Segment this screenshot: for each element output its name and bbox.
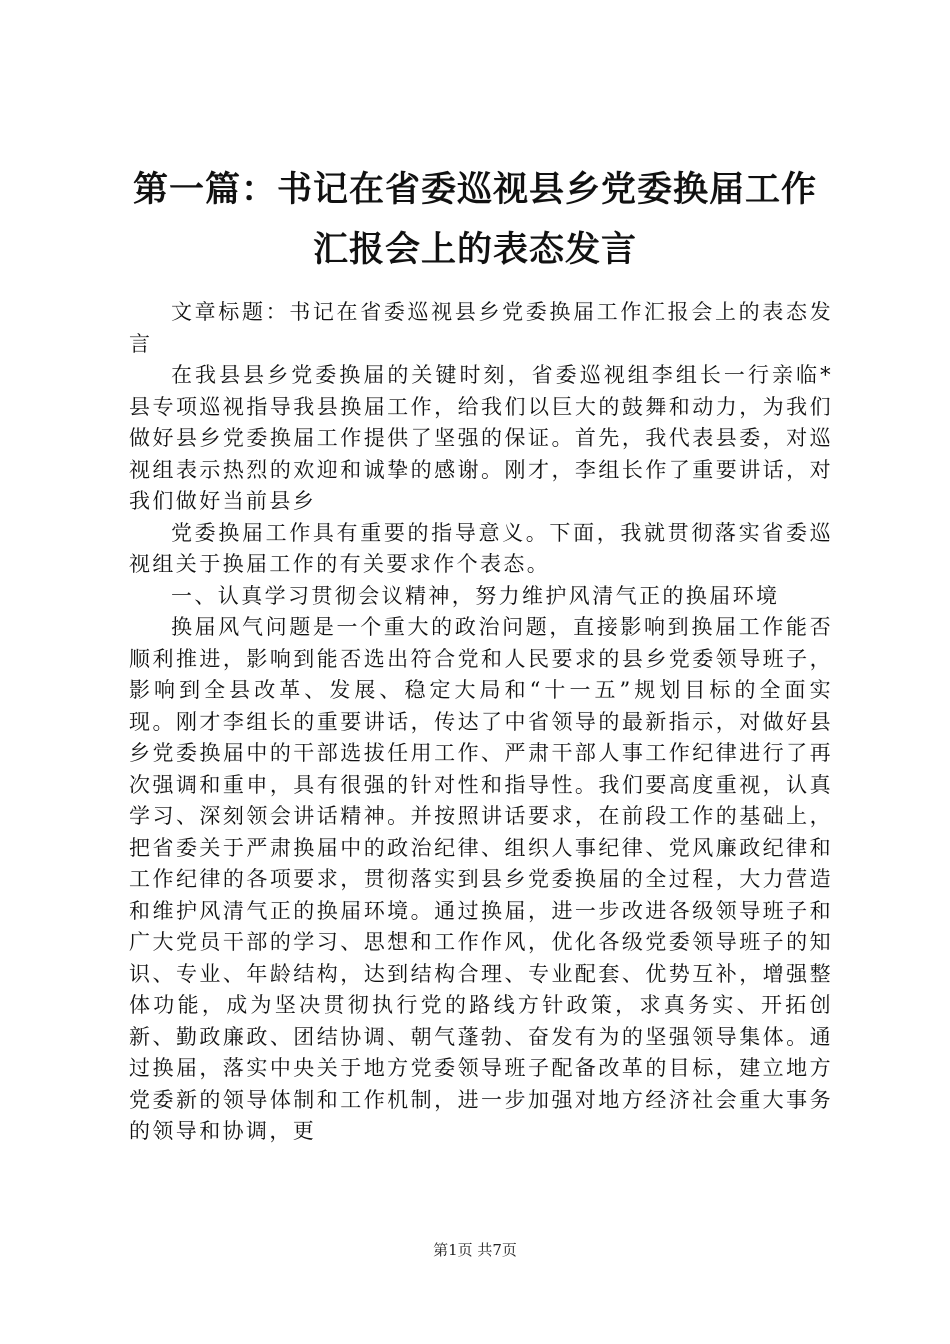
section-heading-1: 一、认真学习贯彻会议精神，努力维护风清气正的换届环境	[171, 583, 780, 608]
page-number-footer: 第1页 共7页	[433, 1241, 517, 1259]
paragraph-intro: 在我县县乡党委换届的关键时刻，省委巡视组李组长一行亲临*县专项巡视指导我县换届工作，给我们以巨大的鼓舞和动力，为我们做好县乡党委换届工作提供了坚强的保证。首先，我代表县委，对巡视组表示热烈的欢迎和诚挚的感谢。刚才，李组长作了重要讲话，对我们做好当前县乡	[129, 363, 833, 513]
document-body	[129, 297, 833, 1148]
paragraph-section-1-body: 换届风气问题是一个重大的政治问题，直接影响到换届工作能否顺利推进，影响到能否选出符合党和人民要求的县乡党委领导班子，影响到全县改革、发展、稳定大局和“十一五”规划目标的全面实现。刚才李组长的重要讲话，传达了中省领导的最新指示，对做好县乡党委换届中的干部选拔任用工作、严肃干部人事工作纪律进行了再次强调和重申，具有很强的针对性和指导性。我们要高度重视，认真学习、深刻领会讲话精神。并按照讲话要求，在前段工作的基础上，把省委关于严肃换届中的政治纪律、组织人事纪律、党风廉政纪律和工作纪律的各项要求，贯彻落实到县乡党委换届的全过程，大力营造和维护风清气正的换届环境。通过换届，进一步改进各级领导班子和广大党员干部的学习、思想和工作作风，优化各级党委领导班子的知识、专业、年龄结构，达到结构合理、专业配套、优势互补，增强整体功能，成为坚决贯彻执行党的路线方针政策，求真务实、开拓创新、勤政廉政、团结协调、朝气蓬勃、奋发有为的坚强领导集体。通过换届，落实中央关于地方党委领导班子配备改革的目标，建立地方党委新的领导体制和工作机制，进一步加强对地方经济社会重大事务的领导和协调，更	[129, 615, 833, 1143]
paragraph-intro-continued: 党委换届工作具有重要的指导意义。下面，我就贯彻落实省委巡视组关于换届工作的有关要求作个表态。	[129, 520, 833, 576]
document-title: 第一篇：书记在省委巡视县乡党委换届工作汇报会上的表态发言	[132, 170, 817, 270]
paragraph-article-title: 文章标题：书记在省委巡视县乡党委换届工作汇报会上的表态发言	[129, 300, 833, 356]
